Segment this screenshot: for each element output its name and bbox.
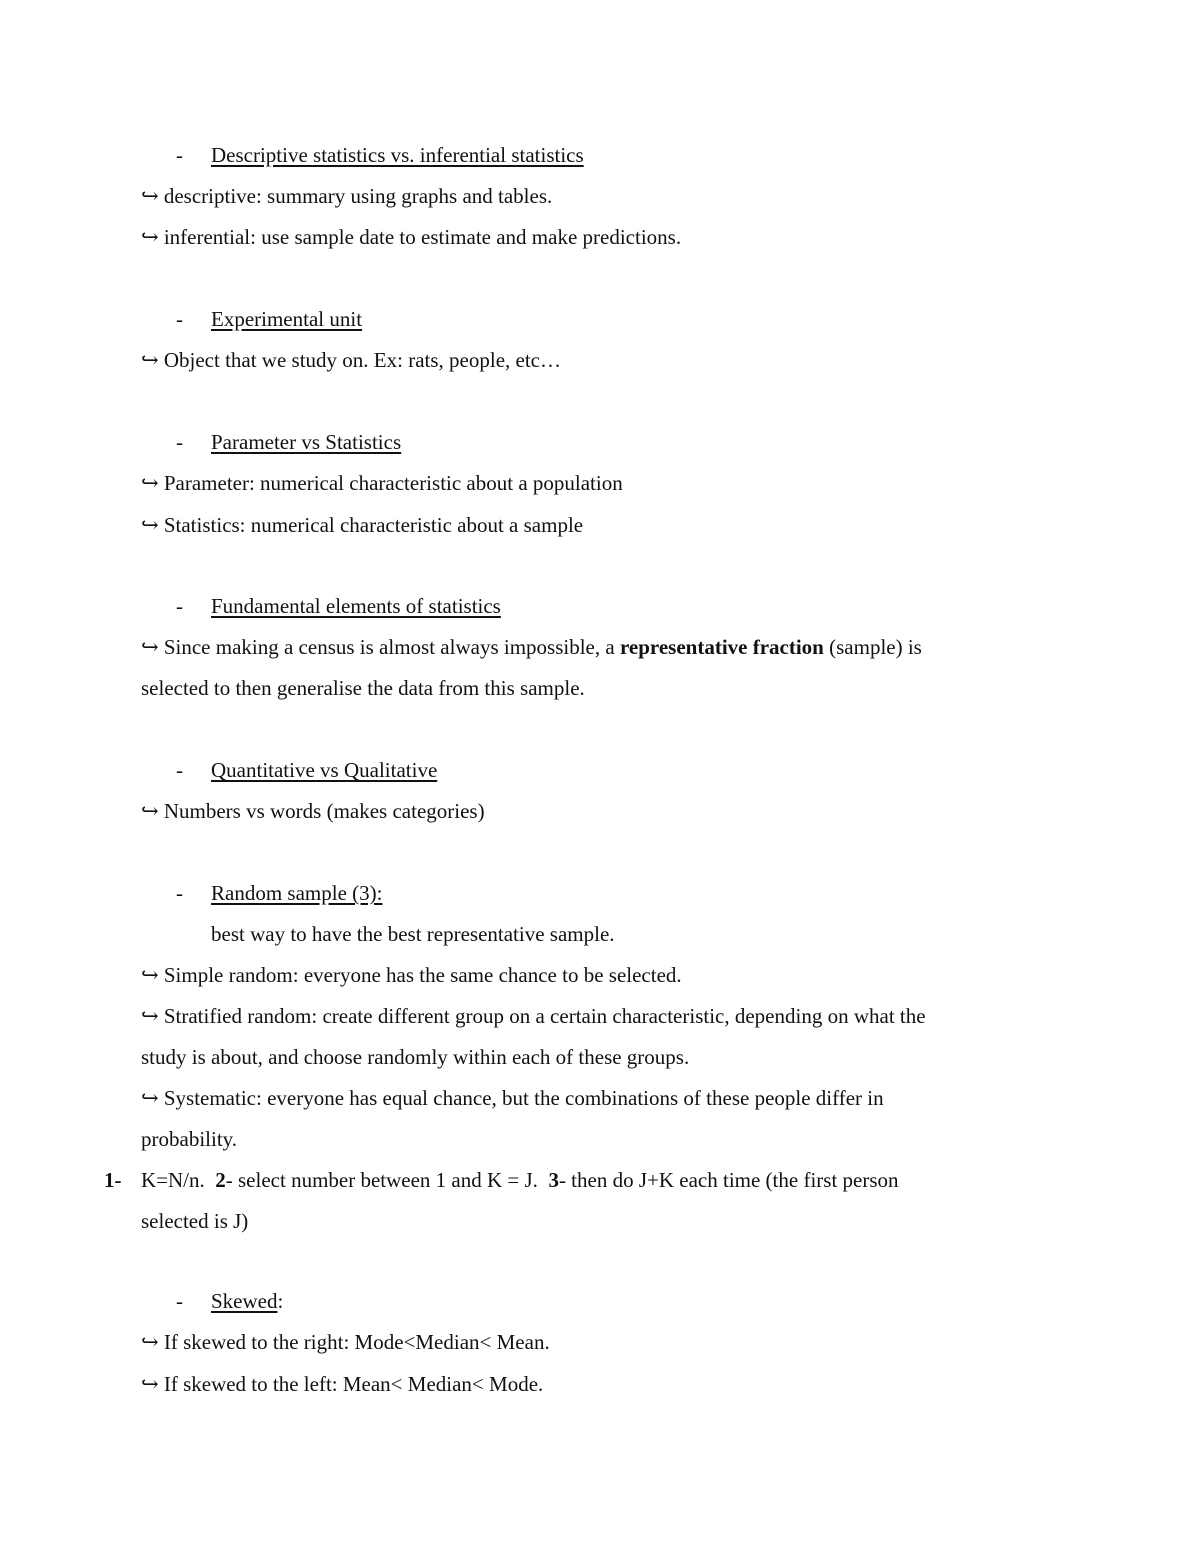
intro-line: best way to have the best representative sample. [211,922,615,946]
section-heading: Fundamental elements of statistics [211,594,501,618]
arrow-line-census [141,637,922,658]
step-2-text: - select number between 1 and K = J. [225,1168,538,1192]
arrow-line-simple: ↪ Simple random: everyone has the same chance to be selected. [141,963,682,987]
section-heading: Random sample (3): [211,881,383,905]
arrow-line-stratified: ↪ Stratified random: create different group on a certain characteristic, depending on what the [141,1004,926,1028]
bullet-dash: - [176,881,183,905]
continuation-line: probability. [141,1127,238,1151]
arrow-line-systematic: ↪ Systematic: everyone has equal chance, but the combinations of these people differ in [141,1086,884,1110]
bullet-dash: - [176,143,183,167]
bullet-dash: - [176,758,183,782]
arrow-line-parameter: ↪ Parameter: numerical characteristic about a population [141,471,623,495]
bullet-dash: - [176,430,183,454]
arrow-line-descriptive: ↪ descriptive: summary using graphs and tables. [141,184,553,208]
heading-colon: : [277,1289,284,1313]
census-text-before: ↪ Since making a census is almost always impossible, a [141,635,620,659]
section-heading: Descriptive statistics vs. inferential statistics [211,143,584,167]
section-heading: Experimental unit [211,307,363,331]
arrow-line-numbers: ↪ Numbers vs words (makes categories) [141,799,485,823]
step-number-2: 2 [215,1168,226,1192]
arrow-line-skew-left: ↪ If skewed to the left: Mean< Median< Mode. [141,1372,544,1396]
step-number-1: 1- [104,1168,122,1192]
continuation-line: selected is J) [141,1209,249,1233]
section-heading: Skewed [211,1289,278,1313]
section-heading-wrap [211,1291,283,1312]
continuation-line: selected to then generalise the data from this sample. [141,676,585,700]
section-heading: Quantitative vs Qualitative [211,758,438,782]
continuation-line: study is about, and choose randomly within each of these groups. [141,1045,690,1069]
arrow-line-statistics: ↪ Statistics: numerical characteristic about a sample [141,513,584,537]
arrow-line-object: ↪ Object that we study on. Ex: rats, people, etc… [141,348,561,372]
bullet-dash: - [176,594,183,618]
step-3-text: - then do J+K each time (the first person [558,1168,899,1192]
bold-term: representative fraction [619,635,824,659]
arrow-line-skew-right: ↪ If skewed to the right: Mode<Median< Mean. [141,1330,550,1354]
section-heading: Parameter vs Statistics [211,430,402,454]
bullet-dash: - [176,307,183,331]
bullet-dash: - [176,1289,183,1313]
step-1-text: K=N/n. [141,1168,205,1192]
step-number-3: 3 [548,1168,559,1192]
steps-text [141,1170,899,1191]
arrow-line-inferential: ↪ inferential: use sample date to estimate and make predictions. [141,225,682,249]
census-text-after: (sample) is [823,635,922,659]
